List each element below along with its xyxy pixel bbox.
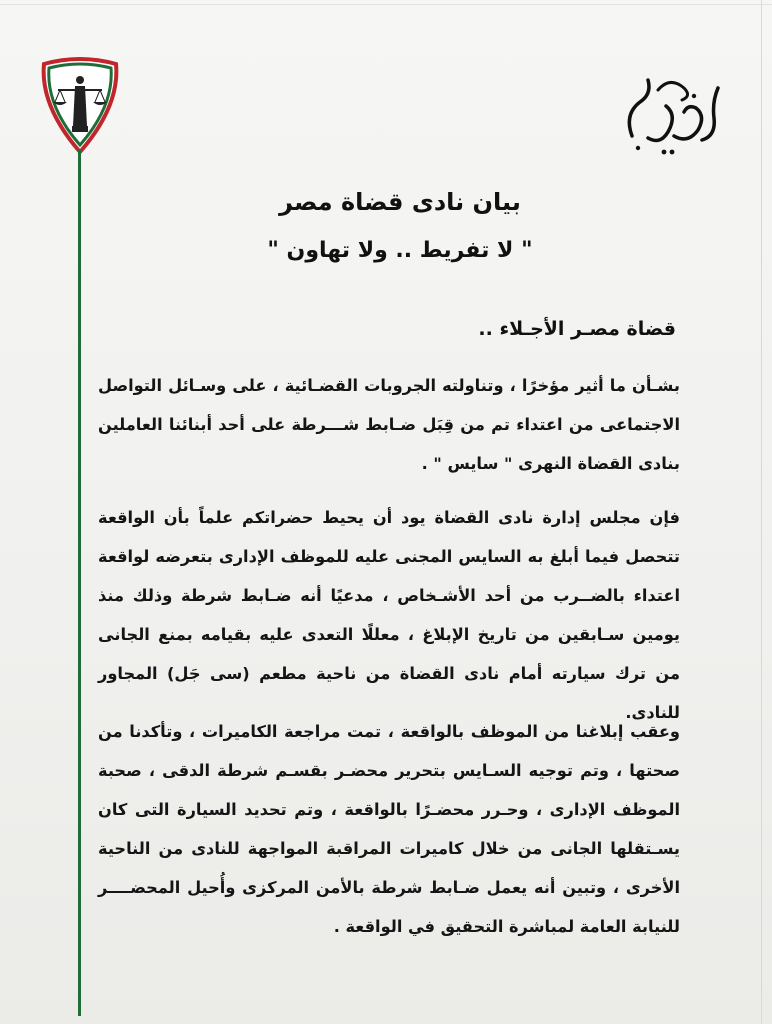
document-title: بيان نادى قضاة مصر — [279, 188, 521, 216]
calligraphy-logo-icon — [618, 66, 726, 158]
green-margin-rule — [78, 150, 81, 1016]
paragraph-3: وعقب إبلاغنا من الموظف بالواقعة ، تمت مراجعة الكاميرات ، وتأكدنا من صحتها ، وتم توجيه السـايس بتحرير محضـر بقسـم شرطة الدقى ، صحبة الموظف الإدارى ، وحـرر محضـرًا بالواقعة ، وتم تحديد السيارة التى كان يسـتقلها الجانى من خلال كاميرات المراقبة المواجهة للنادى من الناحية الأخرى ، وتبين أنه يعمل ضـابط شرطة بالأمن المركزى وأُحيل المحضــــر للنيابة العامة لمباشرة التحقيق في الواقعة . — [98, 722, 680, 936]
paragraph-2: فإن مجلس إدارة نادى القضاة يود أن يحيط حضراتكم علماً بأن الواقعة تتحصل فيما أبلغ به السايس المجنى عليه للموظف الإدارى بتعرضه لواقعة اعتداء بالضــرب من أحد الأشـخاص ، مدعيًا أنه ضـابط شرطة وذلك منذ يومين سـابقين من تاريخ الإبلاغ ، معللًا التعدى عليه بقيامه بمنع الجانى من ترك سيارته أمام نادى القضاة من ناحية مطعم (سى جَل) المجاور للنادى. — [98, 508, 680, 722]
paragraph-1: بشـأن ما أثير مؤخرًا ، وتناولته الجروبات القضـائية ، على وسـائل التواصل الاجتماعى من اعتداء تم من قِبَل ضـابط شـــرطة على أحد أبنائنا العاملين بنادى القضاة النهرى " سايس " . — [98, 376, 680, 473]
salutation: قضاة مصـر الأجـلاء .. — [478, 318, 676, 340]
scales-of-justice-shield-icon — [38, 56, 122, 156]
document-subtitle: " لا تفريط .. ولا تهاون " — [267, 238, 533, 263]
